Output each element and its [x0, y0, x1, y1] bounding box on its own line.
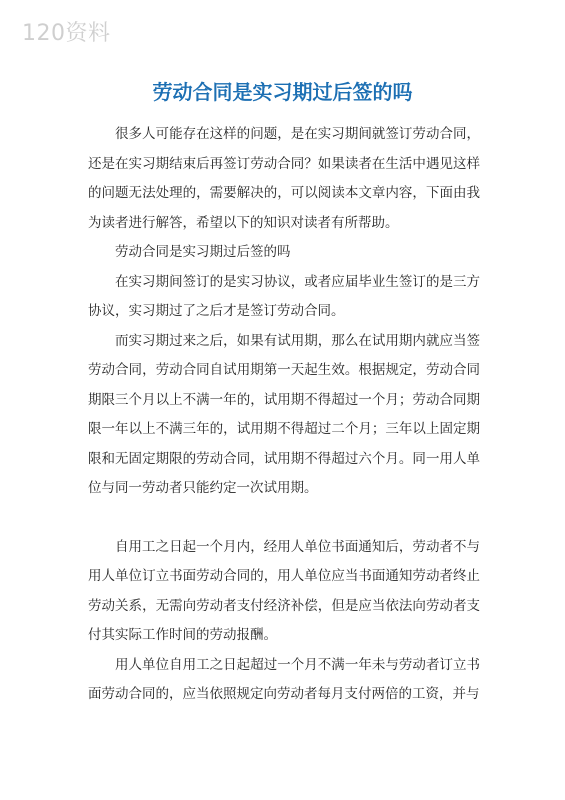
body-paragraph: 在实习期间签订的是实习协议，或者应届毕业生签订的是三方协议，实习期过了之后才是签订劳动合同。	[88, 273, 480, 319]
body-paragraph: 自用工之日起一个月内，经用人单位书面通知后，劳动者不与用人单位订立书面劳动合同的，用人单位应当书面通知劳动者终止劳动关系，无需向劳动者支付经济补偿，但是应当依法向劳动者支付其实际工作时间的劳动报酬。	[88, 538, 480, 643]
body-paragraph: 而实习期过来之后，如果有试用期，那么在试用期内就应当签劳动合同，劳动合同自试用期第一天起生效。根据规定，劳动合同期限三个月以上不满一年的，试用期不得超过一个月；劳动合同期限一年以上不满三年的，试用期不得超过二个月；三年以上固定期限和无固定期限的劳动合同，试用期不得超过六个月。同一用人单位与同一劳动者只能约定一次试用期。	[88, 332, 480, 496]
watermark-logo: 120资料	[22, 21, 111, 46]
intro-paragraph: 很多人可能存在这样的问题，是在实习期间就签订劳动合同，还是在实习期结束后再签订劳动合同？如果读者在生活中遇见这样的问题无法处理的，需要解决的，可以阅读本文章内容，下面由我为读者进行解答，希望以下的知识对读者有所帮助。	[88, 126, 480, 231]
document-title: 劳动合同是实习期过后签的吗	[152, 80, 413, 104]
section-heading: 劳动合同是实习期过后签的吗	[115, 244, 291, 260]
body-paragraph: 用人单位自用工之日起超过一个月不满一年未与劳动者订立书面劳动合同的，应当依照规定向劳动者每月支付两倍的工资，并与	[88, 656, 480, 702]
document-body	[88, 120, 480, 710]
